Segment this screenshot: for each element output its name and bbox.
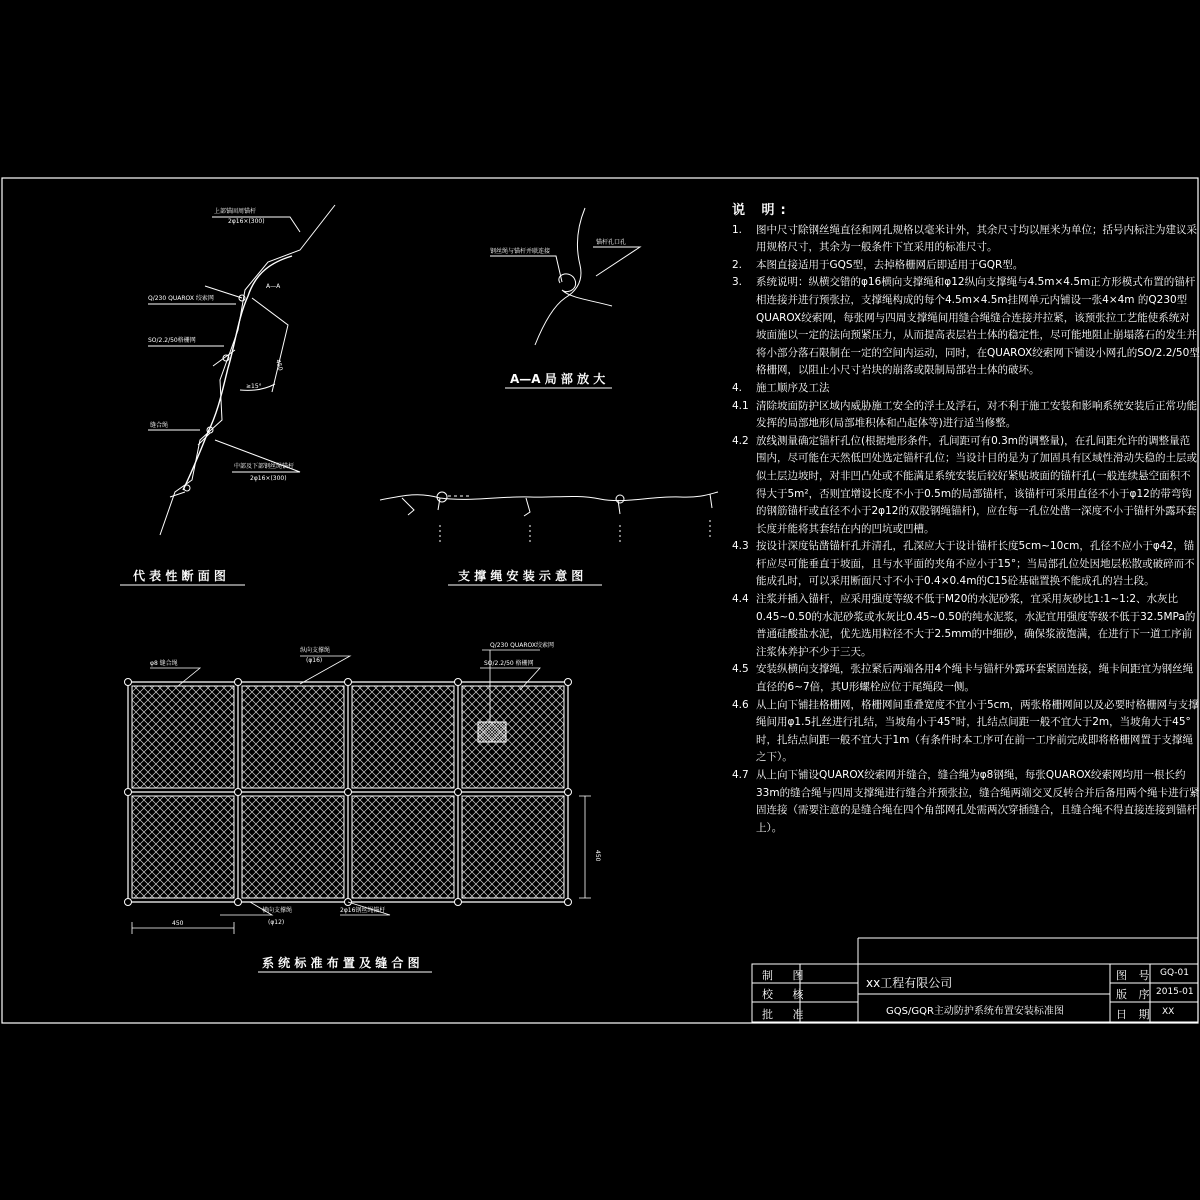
note-text: 施工顺序及工法	[756, 381, 830, 394]
tb-company: xx工程有限公司	[866, 976, 953, 990]
aa-mark: A—A	[266, 283, 281, 290]
dim-line-450	[252, 298, 288, 392]
detail-leader-right	[593, 247, 640, 276]
detail-leader-left	[490, 256, 562, 282]
anchor-point-4	[184, 485, 190, 491]
tb-field-value-3: XX	[1162, 1007, 1175, 1017]
note-number: 4.2	[732, 434, 749, 447]
tb-field-value-2: 2015-01	[1156, 987, 1194, 997]
note-item	[732, 222, 1200, 257]
dim-450-label: 450	[274, 358, 284, 372]
note-text: 清除坡面防护区域内威胁施工安全的浮土及浮石，对不利于施工安装和影响系统安装后正常功能发挥的局部地形(局部堆积体和凸起体等)进行适当修整。	[756, 399, 1197, 430]
note-text: 从上向下铺挂格栅网，格栅网间重叠宽度不宜小于5cm，两张格栅网间以及必要时格栅网与支撑绳间用φ1.5扎丝进行扎结，当坡角小于45°时，扎结点间距一般不宜大于2m，当坡角大于45°时，扎结点间距一般不宜大于1m（有条件时本工序可在前一工序前完成即将格栅网置于支撑绳之下）。	[756, 698, 1199, 764]
note-number: 4.7	[732, 769, 749, 781]
note-item	[732, 538, 1200, 591]
note-text: 放线测量确定锚杆孔位(根据地形条件，孔间距可有0.3m的调整量)，在孔间距允许的调整量范围内，尽可能在天然低凹处选定锚杆孔位；当设计目的是为了加固具有区域性滑动失稳的土层或似土层边坡时，对非凹凸处或不能满足系统安装后较好紧贴坡面的锚杆孔(一般连续悬空面积不得大于5m²，否则宜增设长度不小于0.5m的局部锚杆，该锚杆可采用直径不小于φ12的带弯钩的钢筋锚杆或直径不小于2φ12的双股钢绳锚杆)，应在每一孔位处凿一深度不小于锚杆外露环套长度并能将其套结在内的凹坑或凹槽。	[756, 434, 1197, 535]
note-item	[732, 257, 1200, 275]
layout-grid: SO/2.2/50 格栅网	[484, 660, 534, 667]
top-anchor-label: 上部锚固周锚杆	[214, 208, 257, 215]
note-item	[732, 591, 1200, 661]
tb-approved-by: 批 准	[762, 1008, 812, 1021]
rope-clip-circle-2	[616, 495, 624, 503]
note-text: 按设计深度钻凿锚杆孔并清孔，孔深应大于设计锚杆长度5cm~10cm，孔径不应小于φ42，锚杆应尽可能垂直于坡面，且与水平面的夹角不应小于15°；当局部孔位处因地层松散或破碎而不能成孔时，可以采用断面尺寸不小于0.4×0.4m的C15砼基础置换不能成孔的岩土段。	[756, 540, 1195, 588]
layout-dim-v: 450	[594, 850, 601, 862]
rope-clip-circle	[437, 492, 447, 502]
mesh-panel-1	[132, 686, 234, 788]
mesh-curve	[183, 256, 295, 490]
note-text: 系统说明：纵横交错的φ16横向支撑绳和φ12纵向支撑绳与4.5m×4.5m正方形模式布置的锚杆相连接并进行预张拉，支撑绳构成的每个4.5m×4.5m挂网单元内铺设一张4×4m 的Q230型QUAROX绞索网，每张网与四周支撑绳间用缝合绳缝合连接并拉紧，该预张拉工艺能使系统对坡面施以一定的法向预紧压力，从而提高表层岩土体的稳定性，尽可能地阻止崩塌落石的发生并将小部分落石限制在一定的空间内运动，同时，在QUAROX绞索网下铺设小网孔的SO/2.2/50型格栅网，以阻止小尺寸岩块的崩落或限制局部岩土体的破坏。	[756, 276, 1200, 377]
support-rope-diagram	[380, 492, 718, 545]
notes-list	[732, 222, 1200, 838]
mesh-panel-3	[352, 686, 454, 788]
rope-curve	[380, 492, 718, 501]
tb-drawn-by: 制 图	[762, 969, 812, 982]
note-text: 图中尺寸除钢丝绳直径和网孔规格以毫米计外，其余尺寸均以厘米为单位；括号内标注为建议采用规格尺寸，其余为一般条件下宜采用的标准尺寸。	[756, 223, 1197, 254]
note-text: 本图直接适用于GQS型，去掉格栅网后即适用于GQR型。	[756, 258, 1024, 271]
note-number: 4.3	[732, 540, 749, 553]
title-support-rope: 支 撑 绳 安 装 示 意 图	[458, 569, 584, 583]
note-number: 4.5	[732, 663, 749, 676]
note-text: 从上向下铺设QUAROX绞索网并缝合，缝合绳为φ8钢绳，每张QUAROX绞索网均用一根长约33m的缝合绳与四周支撑绳进行缝合并预张拉，缝合绳两端交叉反转合并后备用两个绳卡进行紧固连接（需要注意的是缝合绳在四个角部网孔处需两次穿插缝合，且缝合绳不得直接连接到锚杆上）。	[756, 769, 1200, 834]
layout-long-support-spec: (φ16)	[306, 657, 323, 664]
note-number: 4.4	[732, 593, 749, 606]
grid-net-label: SO/2.2/50格栅网	[148, 337, 196, 344]
mesh-panel-7	[352, 796, 454, 898]
note-item	[732, 767, 1200, 837]
ground-ticks	[440, 520, 710, 545]
note-number: 4.1	[732, 399, 749, 412]
grid-net-sample	[478, 722, 506, 742]
note-item	[732, 380, 1200, 398]
note-text: 注浆并插入锚杆，应采用强度等级不低于M20的水泥砂浆，宜采用灰砂比1:1~1:2、水灰比0.45~0.50的水泥砂浆或水灰比0.45~0.50的纯水泥浆，水泥宜用强度等级不低于32.5MPa的普通硅酸盐水泥，优先选用粒径不大于2.5mm的中细砂，确保浆液饱满，在进行下一道工序前注浆体养护不少于三天。	[756, 593, 1196, 658]
layout-seam-rope: φ8 缝合绳	[150, 660, 178, 667]
layout-mesh: Q/230 QUAROX绞索网	[490, 642, 554, 649]
mesh-panel-8	[462, 796, 564, 898]
note-number: 1.	[732, 223, 743, 236]
detail-rope-loop	[559, 274, 612, 306]
mesh-panel-5	[132, 796, 234, 898]
note-item	[732, 697, 1200, 767]
title-layout: 系 统 标 准 布 置 及 缝 合 图	[262, 956, 420, 970]
seam-rope-label: 缝合绳	[150, 422, 169, 429]
tb-drawing-name: GQS/GQR主动防护系统布置安装标准图	[886, 1006, 1064, 1017]
anchor-lines	[170, 286, 242, 497]
note-number: 4.	[732, 381, 743, 394]
title-detail-aa: A—A 局 部 放 大	[510, 372, 606, 386]
anchor-hole-label: 锚杆孔口孔	[596, 239, 627, 246]
tb-checked-by: 校 核	[762, 988, 812, 1001]
layout-horiz-support-spec: (φ12)	[268, 919, 285, 926]
notes-heading: 说 明:	[732, 203, 792, 218]
mesh-panel-4	[462, 686, 564, 788]
support-clip-label: 钢丝绳与锚杆并联连接	[490, 248, 551, 255]
note-number: 2.	[732, 258, 743, 271]
mesh-panel-6	[242, 796, 344, 898]
title-typical-section: 代 表 性 断 面 图	[133, 569, 226, 583]
layout-long-support: 纵向支撑绳	[300, 647, 331, 654]
layout-horiz-support: 横向支撑绳	[262, 907, 293, 914]
tb-field-label-3: 日 期	[1116, 1008, 1154, 1021]
typical-section-diagram	[148, 205, 335, 535]
note-item	[732, 274, 1200, 380]
layout-anchor: 2φ16钢丝绳锚杆	[340, 907, 386, 914]
tb-field-value-1: GQ-01	[1160, 968, 1190, 978]
note-number: 3.	[732, 276, 743, 289]
mesh-type-label: Q/230 QUAROX 绞索网	[148, 295, 214, 302]
note-item	[732, 398, 1200, 433]
layout-dim-h: 450	[172, 920, 184, 927]
mesh-panel-2	[242, 686, 344, 788]
note-item	[732, 433, 1200, 539]
tb-field-label-2: 版 序	[1116, 988, 1154, 1001]
notes-panel	[732, 202, 1200, 837]
note-item	[732, 661, 1200, 696]
angle-label: ≥15°	[246, 383, 262, 390]
mid-anchor-label: 中部及下部钢丝绳锚杆	[234, 463, 295, 470]
tb-field-label-1: 图 号	[1116, 969, 1154, 982]
detail-aa-diagram	[490, 208, 640, 345]
layout-grid-diagram	[125, 650, 592, 934]
mid-anchor-spec: 2φ16×(300)	[250, 475, 287, 482]
top-anchor-spec: 2φ16×(300)	[228, 218, 265, 225]
note-text: 安装纵横向支撑绳，张拉紧后两端各用4个绳卡与锚杆外露环套紧固连接，绳卡间距宜为钢丝绳直径的6~7倍，其U形螺栓应位于尾绳段一侧。	[756, 663, 1194, 694]
note-number: 4.6	[732, 698, 749, 711]
